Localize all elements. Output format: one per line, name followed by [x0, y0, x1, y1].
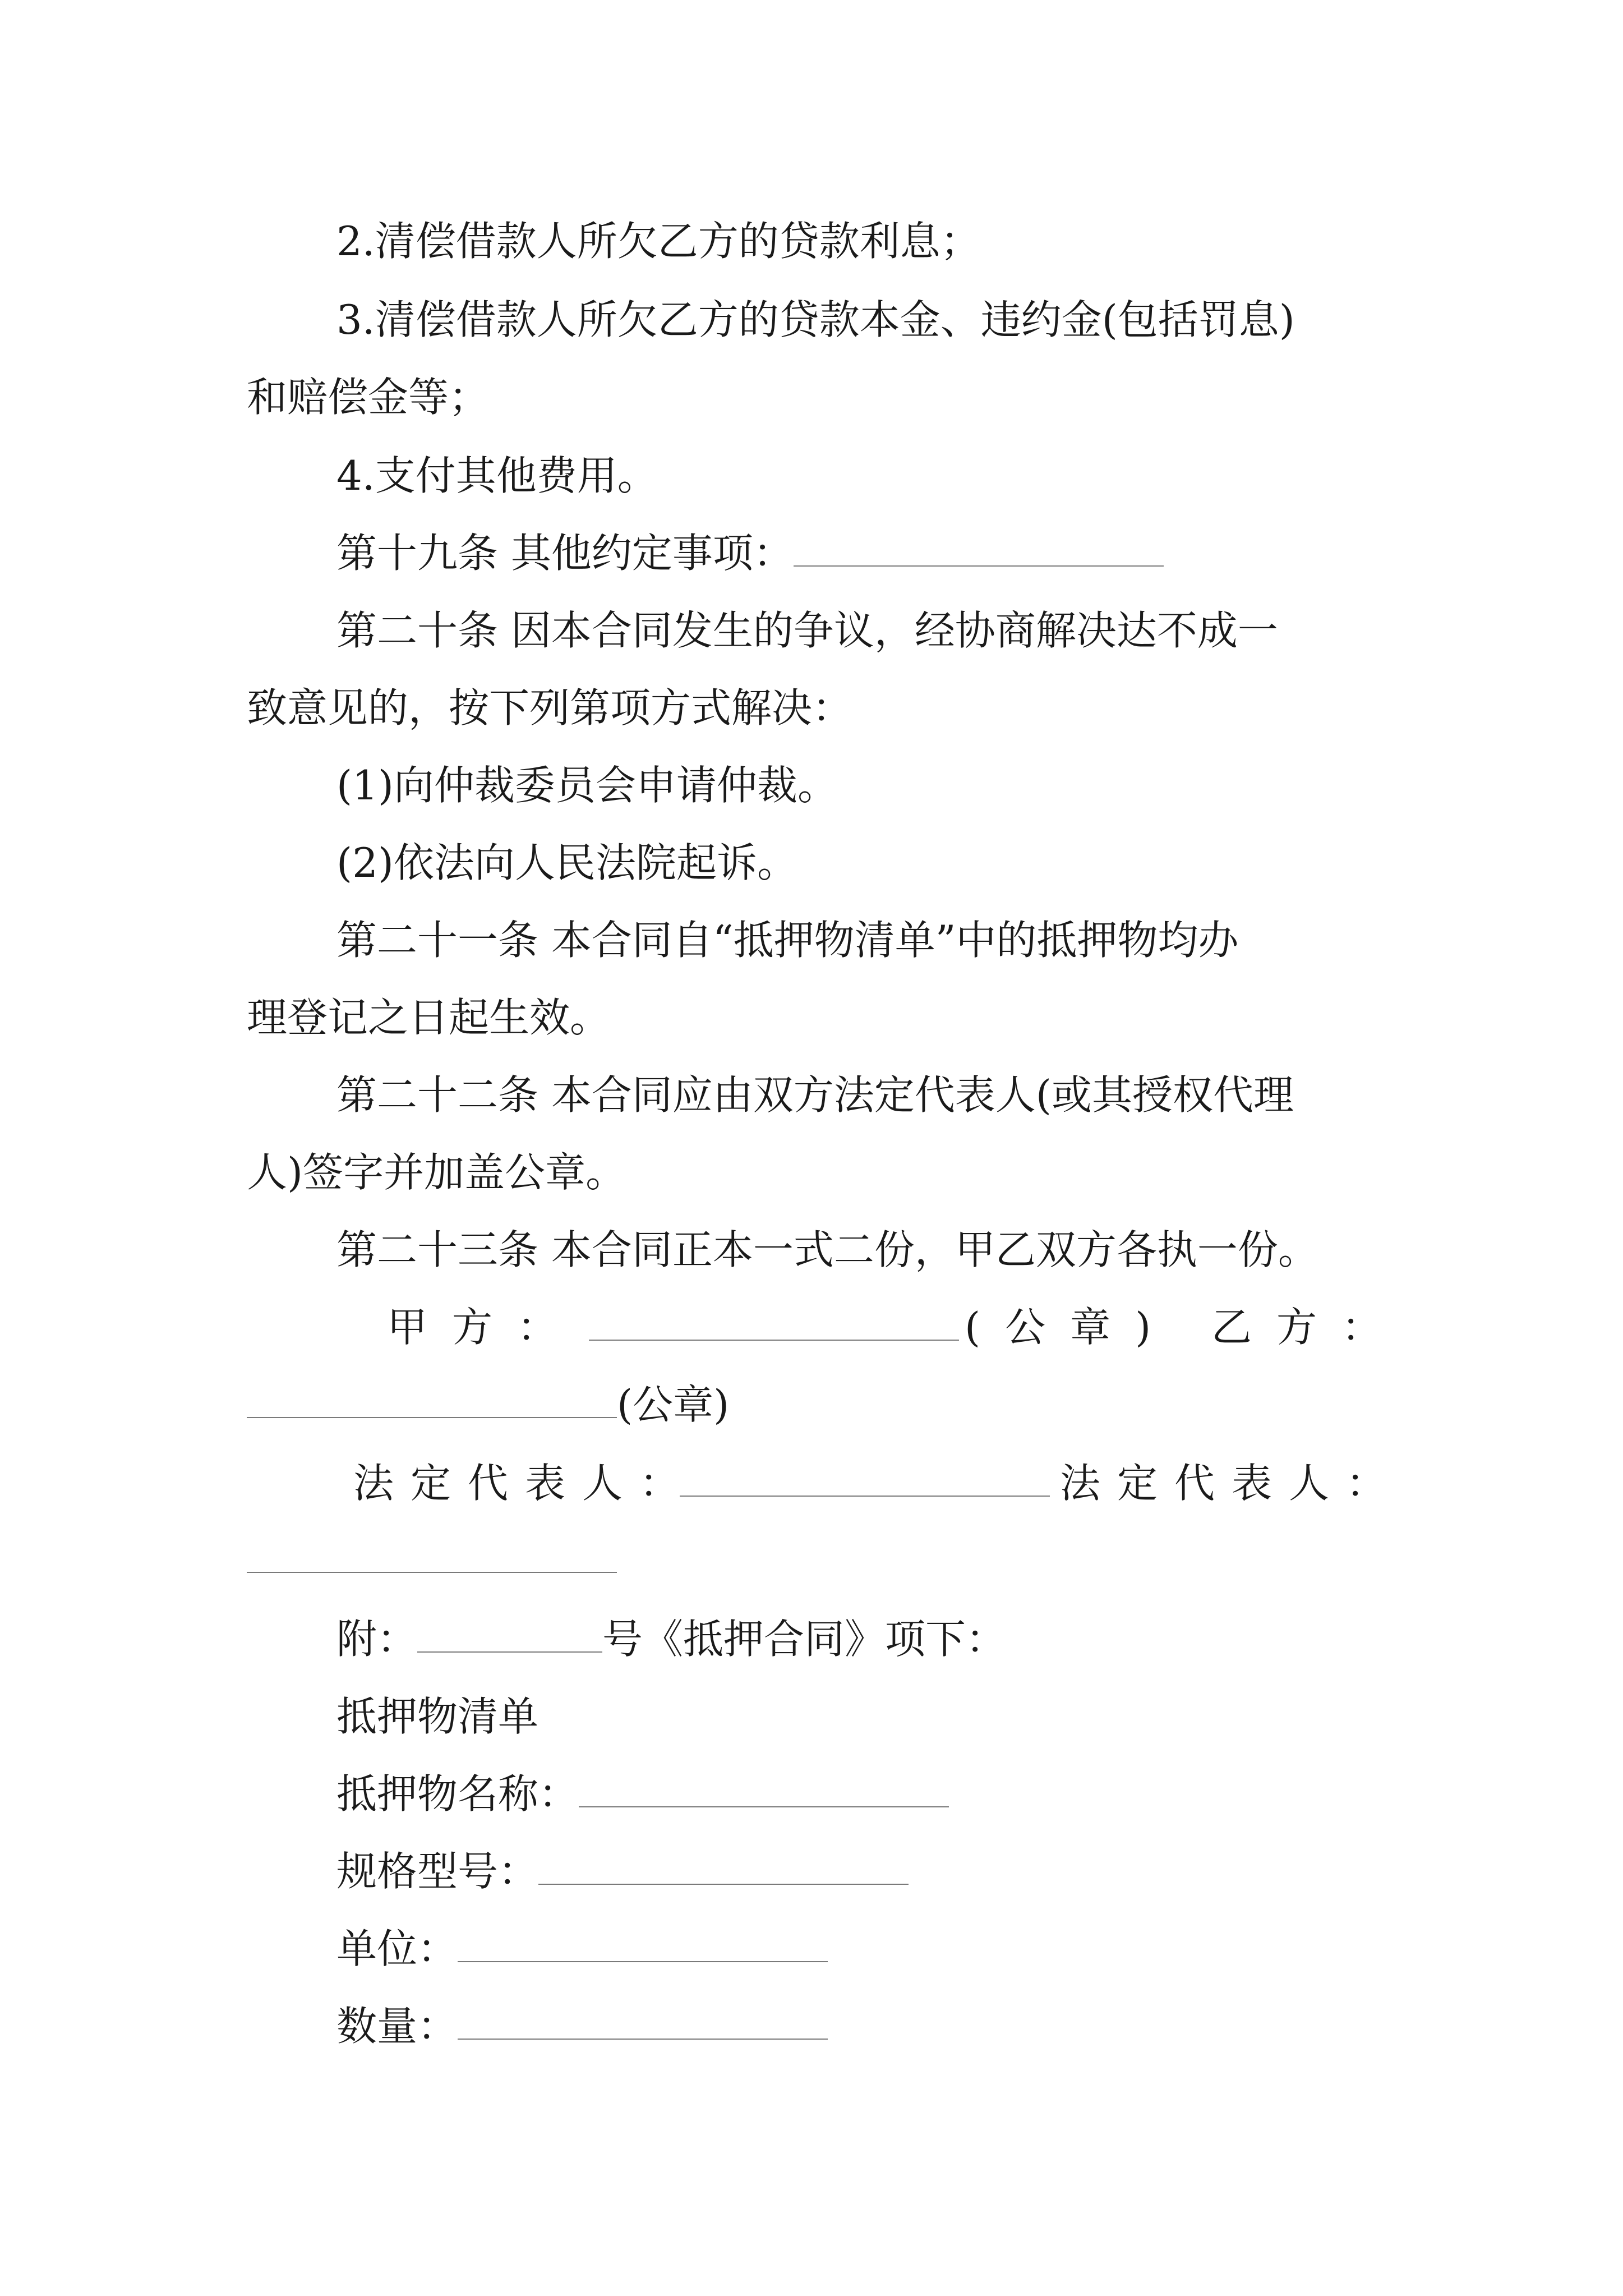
collateral-name-row	[336, 1760, 949, 1828]
party-a-blank-row	[589, 1294, 959, 1361]
clause-item-3-cont: 和赔偿金等；	[247, 374, 490, 421]
article-20: 第二十条 因本合同发生的争议，经协商解决达不成一	[336, 607, 1278, 654]
collateral-name-blank[interactable]	[579, 1760, 949, 1807]
article-21: 第二十一条 本合同自“抵押物清单”中的抵押物均办	[336, 917, 1239, 964]
unit-blank[interactable]	[458, 1915, 828, 1962]
quantity-blank[interactable]	[458, 1993, 828, 2040]
option-arbitration: (1)向仲裁委员会申请仲裁。	[336, 762, 838, 809]
contract-number-blank[interactable]	[417, 1605, 602, 1653]
spec-model-blank[interactable]	[538, 1838, 909, 1885]
rep-b-blank-line	[247, 1526, 617, 1593]
attachment-suffix: 号《抵押合同》项下：	[602, 1616, 1007, 1663]
spec-model-label: 规格型号：	[336, 1848, 539, 1895]
party-b-label-row	[1211, 1294, 1407, 1361]
party-b-label: 乙方：	[1211, 1304, 1407, 1351]
party-b-blank[interactable]	[247, 1371, 617, 1418]
other-matters-blank[interactable]	[794, 519, 1164, 567]
article-22-cont: 人)签字并加盖公章。	[247, 1149, 626, 1196]
party-b-blank-line	[247, 1371, 729, 1438]
party-a-seal: (公章)	[965, 1304, 1176, 1351]
attachment-line	[336, 1605, 1006, 1673]
party-a-seal-row	[965, 1294, 1175, 1361]
attachment-prefix: 附：	[336, 1616, 418, 1663]
rep-a-label: 法定代表人：	[353, 1460, 697, 1507]
collateral-name-label: 抵押物名称：	[336, 1770, 579, 1818]
party-b-seal: (公章)	[617, 1381, 730, 1428]
quantity-label: 数量：	[336, 2003, 458, 2050]
rep-a-blank[interactable]	[680, 1450, 1050, 1497]
party-a-blank[interactable]	[589, 1294, 959, 1341]
clause-item-2: 2.清偿借款人所欠乙方的贷款利息；	[336, 218, 981, 265]
clause-item-4: 4.支付其他费用。	[336, 452, 658, 499]
rep-a-label-row	[353, 1450, 697, 1517]
clause-item-3: 3.清偿借款人所欠乙方的贷款本金、违约金(包括罚息)	[336, 296, 1295, 343]
party-a-label: 甲方：	[387, 1304, 583, 1351]
rep-b-label-row	[1060, 1450, 1403, 1517]
article-22: 第二十二条 本合同应由双方法定代表人(或其授权代理	[336, 1071, 1294, 1119]
article-21-cont: 理登记之日起生效。	[247, 994, 611, 1041]
article-19	[336, 519, 1164, 587]
quantity-row	[336, 1993, 828, 2060]
article-19-text: 第十九条 其他约定事项：	[336, 530, 794, 577]
unit-label: 单位：	[336, 1925, 458, 1972]
spec-model-row	[336, 1838, 909, 1905]
rep-b-label: 法定代表人：	[1060, 1460, 1404, 1507]
article-23: 第二十三条 本合同正本一式二份，甲乙双方各执一份。	[336, 1226, 1318, 1273]
option-court: (2)依法向人民法院起诉。	[336, 839, 797, 886]
party-a-signature-line	[387, 1294, 582, 1361]
collateral-list-title: 抵押物清单	[336, 1693, 539, 1740]
rep-a-blank-row	[680, 1450, 1050, 1517]
article-20-cont: 致意见的，按下列第项方式解决：	[247, 684, 853, 731]
rep-b-blank[interactable]	[247, 1526, 617, 1573]
unit-row	[336, 1915, 828, 1982]
